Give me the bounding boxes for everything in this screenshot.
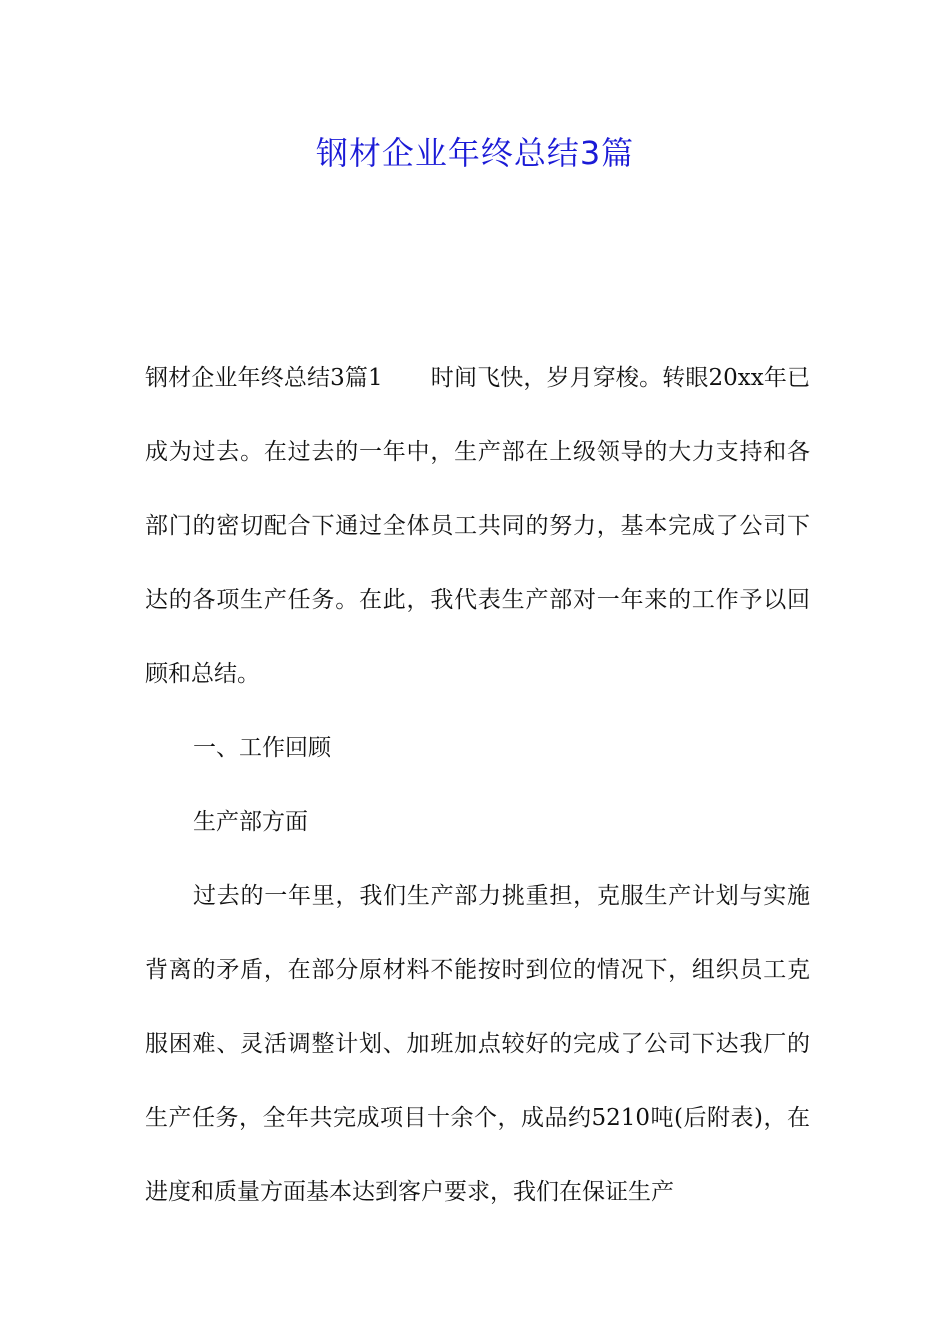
paragraph-lead: 钢材企业年终总结3篇1 xyxy=(145,365,383,391)
paragraph-body: 过去的一年里，我们生产部力挑重担，克服生产计划与实施背离的矛盾，在部分原材料不能按时到位的情况下，组织员工克服困难、灵活调整计划、加班加点较好的完成了公司下达我厂的生产任务，全年共完成项目十余个，成品约5210吨(后附表)，在进度和质量方面基本达到客户要求，我们在保证生产 xyxy=(145,883,810,1205)
document-body xyxy=(145,341,810,1229)
document-title: 钢材企业年终总结3篇 xyxy=(315,134,635,172)
paragraph-intro xyxy=(145,341,810,711)
subsection-heading: 生产部方面 xyxy=(193,809,308,835)
section-heading: 一、工作回顾 xyxy=(193,735,331,761)
paragraph-text: 时间飞快，岁月穿梭。转眼20xx年已成为过去。在过去的一年中，生产部在上级领导的大力支持和各部门的密切配合下通过全体员工共同的努力，基本完成了公司下达的各项生产任务。在此，我代表生产部对一年来的工作予以回顾和总结。 xyxy=(145,365,810,687)
